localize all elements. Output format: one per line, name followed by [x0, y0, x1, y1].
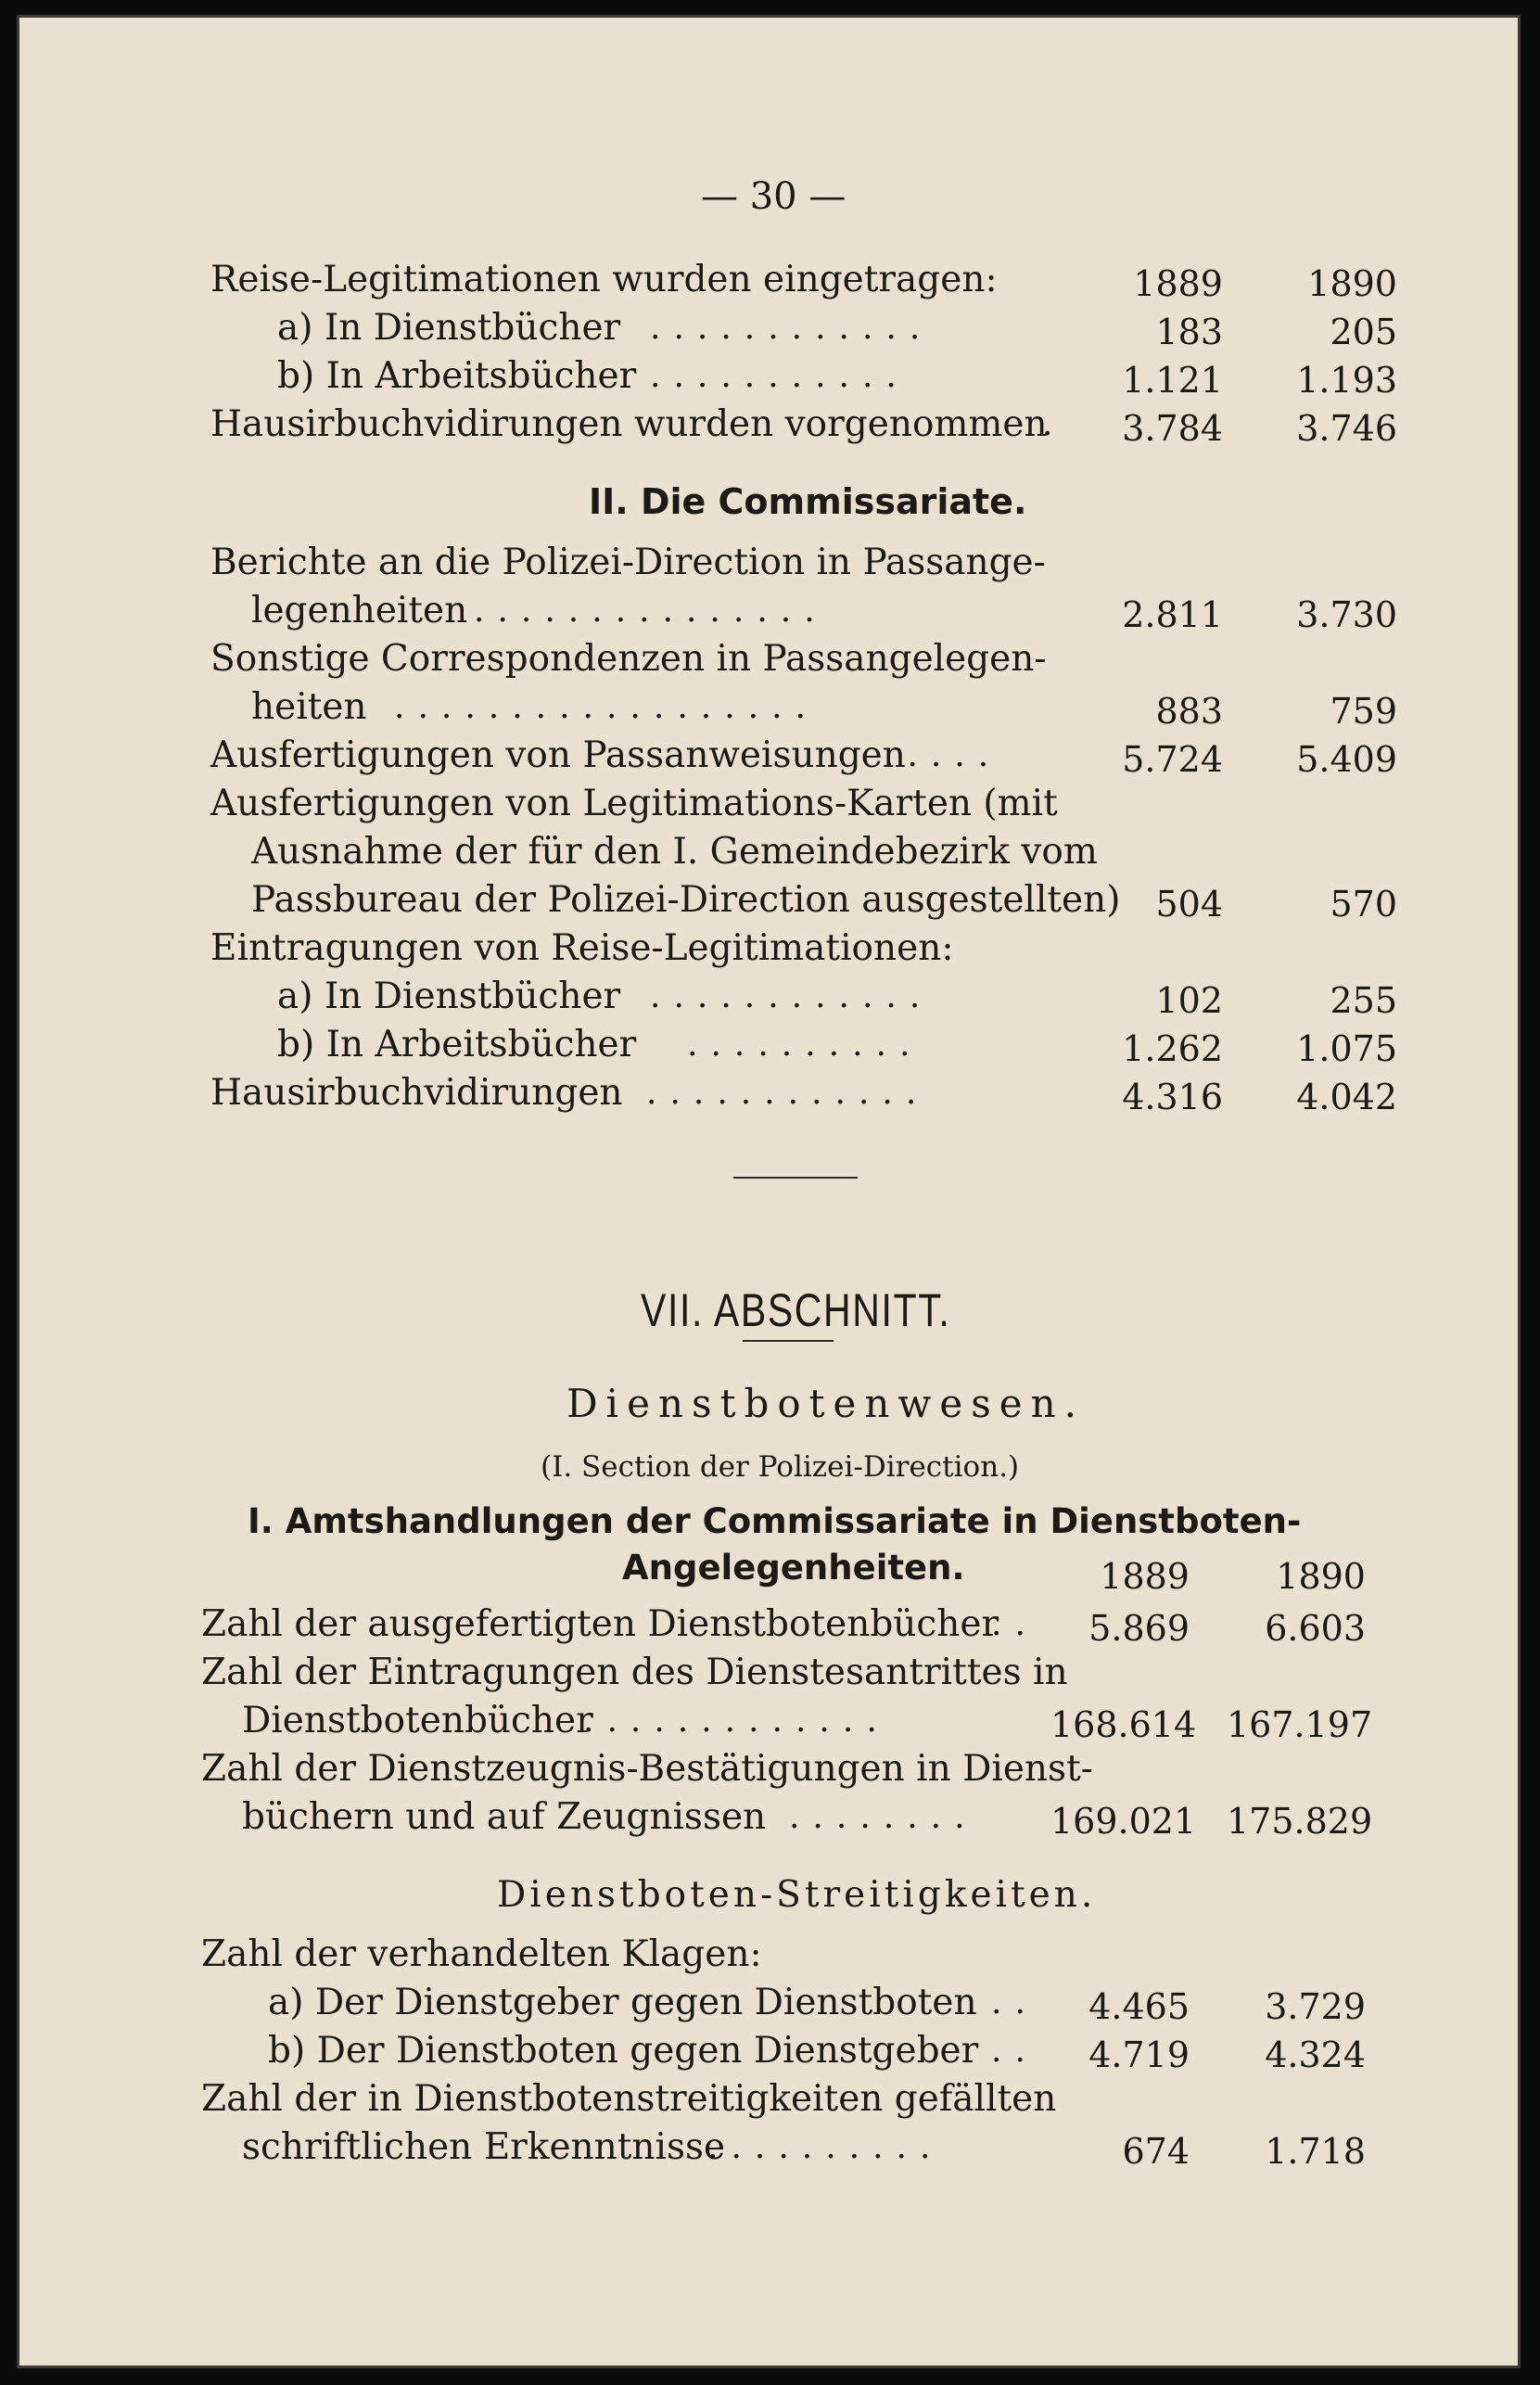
value-1889: 4.316 — [1122, 1077, 1223, 1117]
value-1890: 205 — [1330, 312, 1397, 352]
value-1890: 1.193 — [1296, 360, 1397, 401]
row-label: b) Der Dienstboten gegen Dienstgeber — [268, 2030, 979, 2072]
value-1890: 3.730 — [1296, 594, 1397, 635]
row-label: Berichte an die Polizei-Direction in Passange- — [210, 542, 1046, 583]
year-1889: 1889 — [1133, 263, 1223, 304]
value-1889: 674 — [1122, 2131, 1190, 2172]
value-1889: 1.262 — [1122, 1028, 1223, 1069]
row-label: a) In Dienstbücher — [277, 976, 621, 1017]
value-1890: 570 — [1330, 884, 1397, 925]
chapter-subtitle: Dienstbotenwesen. — [566, 1381, 1086, 1426]
row-label: Ausnahme der für den I. Gemeindebezirk vom — [251, 831, 1098, 873]
row-label: Ausfertigungen von Passanweisungen — [210, 734, 906, 776]
value-1890: 1.718 — [1265, 2131, 1366, 2172]
leader-dots: ............ — [650, 309, 934, 347]
leader-dots: .......... — [707, 2128, 944, 2166]
row-label: Dienstbotenbücher — [242, 1700, 593, 1741]
row-label: Passbureau der Polizei-Direction ausgestellten) — [251, 879, 1121, 921]
row-label: a) In Dienstbücher — [277, 307, 621, 349]
year-1890: 1890 — [1307, 263, 1397, 304]
value-1890: 255 — [1330, 980, 1397, 1021]
value-1889: 5.869 — [1088, 1608, 1190, 1649]
leader-dots: .. — [991, 1983, 1038, 2022]
row-label: Ausfertigungen von Legitimations-Karten (mit — [210, 783, 1058, 824]
section1-heading: Reise-Legitimationen wurden eingetragen: — [210, 259, 998, 300]
chapter-title: VII. ABSCHNITT. — [641, 1284, 951, 1336]
value-1889: 102 — [1155, 980, 1223, 1021]
row-label: legenheiten — [251, 590, 468, 631]
value-1890: 4.324 — [1265, 2034, 1366, 2075]
leader-dots: .. — [991, 1605, 1038, 1643]
value-1890: 3.729 — [1265, 1986, 1366, 2027]
page-number: — 30 — — [701, 175, 846, 218]
row-label: heiten — [251, 686, 367, 728]
value-1890: 6.603 — [1265, 1608, 1366, 1649]
row-label: b) In Arbeitsbücher — [277, 1024, 637, 1065]
value-1889: 2.811 — [1122, 594, 1223, 635]
leader-dots: ............ — [650, 977, 934, 1015]
section-divider — [733, 1177, 858, 1179]
value-1890: 1.075 — [1296, 1028, 1397, 1069]
document-page — [17, 15, 1521, 2368]
year-1890: 1890 — [1276, 1556, 1366, 1597]
value-1890: 3.746 — [1296, 408, 1397, 449]
leader-dots: ..... — [884, 736, 1002, 774]
leader-dots: .. — [991, 2032, 1038, 2070]
section2-heading: II. Die Commissariate. — [589, 481, 1027, 522]
section3-heading-line2: Angelegenheiten. — [622, 1548, 965, 1588]
value-1890: 175.829 — [1227, 1801, 1373, 1842]
value-1889: 3.784 — [1122, 408, 1223, 449]
year-1889: 1889 — [1100, 1556, 1190, 1597]
section3-heading-line1: I. Amtshandlungen der Commissariate in Dienstboten- — [248, 1501, 1302, 1541]
chapter-note: (I. Section der Polizei-Direction.) — [541, 1450, 1020, 1484]
leader-dots: ............. — [583, 1702, 890, 1740]
value-1890: 167.197 — [1227, 1704, 1373, 1745]
leader-dots: .......... — [687, 1026, 923, 1064]
row-label: Eintragungen von Reise-Legitimationen: — [210, 927, 954, 969]
leader-dots: ............... — [474, 592, 828, 630]
value-1889: 1.121 — [1122, 360, 1223, 401]
section4-intro: Zahl der verhandelten Klagen: — [201, 1933, 762, 1975]
value-1889: 883 — [1155, 691, 1223, 732]
row-label: Sonstige Correspondenzen in Passangelegen- — [210, 638, 1047, 680]
value-1889: 183 — [1155, 312, 1223, 352]
leader-dots: ........... — [650, 357, 910, 395]
row-label: Zahl der ausgefertigten Dienstbotenbücher — [201, 1603, 999, 1645]
chapter-divider — [743, 1340, 834, 1342]
row-label: büchern und auf Zeugnissen — [242, 1796, 767, 1838]
value-1889: 504 — [1155, 884, 1223, 925]
value-1889: 169.021 — [1050, 1801, 1197, 1842]
leader-dots: .................. — [394, 688, 819, 726]
row-label: a) Der Dienstgeber gegen Dienstboten — [268, 1982, 977, 2023]
row-label: Zahl der Dienstzeugnis-Bestätigungen in Dienst- — [201, 1748, 1093, 1790]
leader-dots: ............ — [646, 1074, 930, 1112]
row-label: Zahl der Eintragungen des Dienstesantrittes in — [201, 1652, 1068, 1693]
value-1889: 4.719 — [1088, 2034, 1190, 2075]
row-label: Hausirbuchvidirungen — [210, 1072, 623, 1114]
value-1889: 168.614 — [1050, 1704, 1197, 1745]
leader-dots: . — [1042, 405, 1066, 443]
value-1889: 5.724 — [1122, 739, 1223, 780]
row-label: b) In Arbeitsbücher — [277, 355, 637, 397]
section4-heading: Dienstboten-Streitigkeiten. — [497, 1874, 1097, 1916]
value-1890: 4.042 — [1296, 1077, 1397, 1117]
value-1890: 5.409 — [1296, 739, 1397, 780]
leader-dots: ........ — [789, 1798, 978, 1836]
row-label: Hausirbuchvidirungen wurden vorgenommen — [210, 403, 1048, 445]
value-1890: 759 — [1330, 691, 1397, 732]
row-label: schriftlichen Erkenntnisse — [242, 2126, 726, 2168]
value-1889: 4.465 — [1088, 1986, 1190, 2027]
row-label: Zahl der in Dienstbotenstreitigkeiten gefällten — [201, 2078, 1057, 2120]
